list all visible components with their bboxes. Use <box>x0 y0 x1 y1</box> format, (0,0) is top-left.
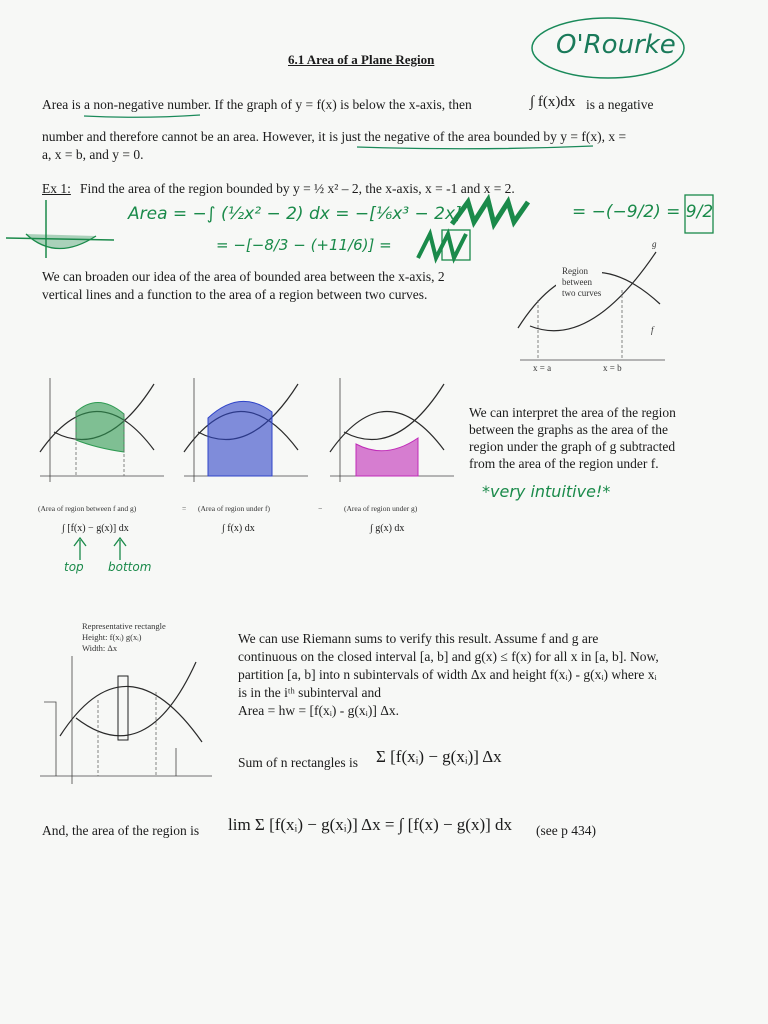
label-xb: x = b <box>603 363 622 373</box>
interpret-line-1: We can interpret the area of the region <box>469 405 676 420</box>
example-sketch <box>6 200 116 260</box>
op-equals: = <box>182 504 187 513</box>
riemann-line-1: We can use Riemann sums to verify this result. Assume f and g are <box>238 631 599 646</box>
page-title: 6.1 Area of a Plane Region <box>288 52 435 67</box>
name-stamp: O'Rourke <box>556 30 676 60</box>
intro-line-2: number and therefore cannot be an area. However, it is just the negative of the area bounded by y = f(x), x = <box>42 129 627 144</box>
fig-height: Height: f(xᵢ) g(xᵢ) <box>82 632 142 642</box>
intro-line-1-tail: is a negative <box>586 97 654 112</box>
label-f: f <box>651 325 654 335</box>
graph-under-g <box>326 378 456 488</box>
note-top: top <box>64 560 84 574</box>
label-xa: x = a <box>533 363 552 373</box>
broaden-line-2: vertical lines and a function to the area of a region between two curves. <box>42 287 428 302</box>
formula-under-f: ∫ f(x) dx <box>222 523 255 534</box>
example-text: Find the area of the region bounded by y = ½ x² – 2, the x-axis, x = -1 and x = 2. <box>80 181 515 196</box>
graph-between <box>36 378 166 488</box>
conclusion-text: And, the area of the region is <box>42 823 200 838</box>
op-minus: − <box>318 504 323 513</box>
riemann-figure <box>36 652 216 792</box>
caption-under-g: (Area of region under g) <box>344 504 418 513</box>
formula-under-g: ∫ g(x) dx <box>370 523 405 534</box>
graph-under-f <box>180 378 310 488</box>
underline-negative <box>355 143 595 153</box>
sum-label: Sum of n rectangles is <box>238 755 358 770</box>
fig-width: Width: Δx <box>82 643 118 653</box>
sum-expr: Σ [f(xᵢ) − g(xᵢ)] Δx <box>376 747 502 766</box>
riemann-line-2: continuous on the closed interval [a, b] and g(x) ≤ f(x) for all x in [a, b]. Now, <box>238 649 659 664</box>
riemann-line-4: is in the iᵗʰ subinterval and <box>238 685 382 700</box>
intro-line-1: Area is a non-negative number. If the graph of y = f(x) is below the x-axis, then <box>42 97 472 112</box>
example-work-2: = −[−8/3 − (+11/6)] = <box>216 236 392 254</box>
example-work-1b: = −(−9/2) = 9/2 <box>572 202 714 222</box>
interpret-line-2: between the graphs as the area of the <box>469 422 669 437</box>
scribble-out <box>448 198 538 228</box>
interpret-line-4: from the area of the region under f. <box>469 456 659 471</box>
note-bottom: bottom <box>108 560 152 574</box>
interpret-note: *very intuitive!* <box>482 482 611 501</box>
conclusion-ref: (see p 434) <box>536 823 596 838</box>
fig-title: Representative rectangle <box>82 621 166 631</box>
formula-between: ∫ [f(x) − g(x)] dx <box>62 523 129 534</box>
interpret-line-3: region under the graph of g subtracted <box>469 439 676 454</box>
example-work-1: Area = −∫ (½x² − 2) dx = −[⅙x³ − 2x] <box>128 204 462 224</box>
label-g: g <box>652 239 657 249</box>
broaden-line-1: We can broaden our idea of the area of bounded area between the x-axis, 2 <box>42 269 445 284</box>
intro-integral: ∫ f(x)dx <box>530 94 576 110</box>
riemann-line-3: partition [a, b] into n subintervals of width Δx and height f(xᵢ) - g(xᵢ) where xᵢ <box>238 667 657 682</box>
answer-box <box>684 194 714 234</box>
conclusion-expr: lim Σ [f(xᵢ) − g(xᵢ)] Δx = ∫ [f(x) − g(x)] dx <box>228 815 513 834</box>
scribble-out-2 <box>414 228 474 264</box>
region-label: Region between two curves <box>562 266 602 298</box>
caption-between: (Area of region between f and g) <box>38 504 137 513</box>
underline-nonnegative <box>82 112 202 122</box>
riemann-line-5: Area = hw = [f(xᵢ) - g(xᵢ)] Δx. <box>238 703 400 718</box>
caption-under-f: (Area of region under f) <box>198 504 271 513</box>
example-label: Ex 1: <box>42 181 71 196</box>
intro-line-3: a, x = b, and y = 0. <box>42 147 144 162</box>
